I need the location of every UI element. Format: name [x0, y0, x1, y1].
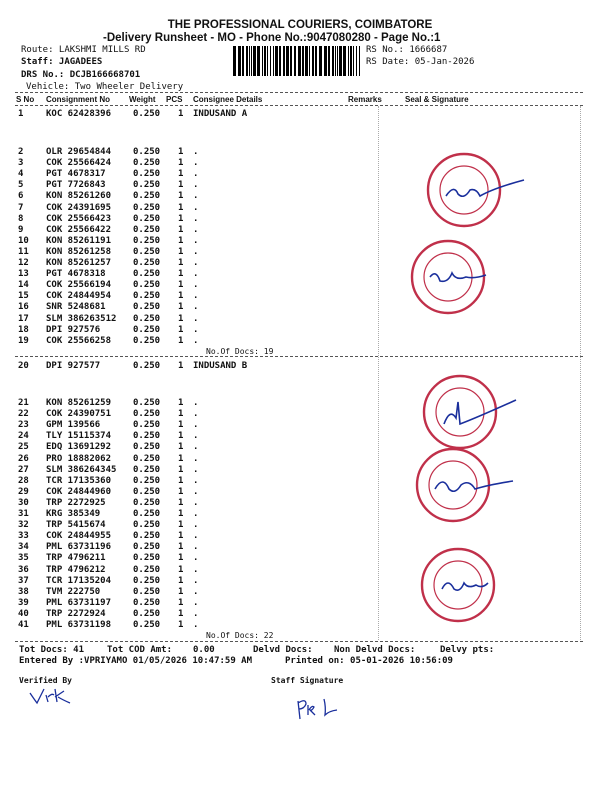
- consignee-cell: .: [193, 420, 199, 431]
- consignment-cell: KOC 62428396: [46, 109, 112, 119]
- sno-cell: 24: [18, 431, 29, 442]
- weight-cell: 0.250: [133, 280, 161, 291]
- consignment-cell: TVM 222750: [46, 586, 101, 597]
- document-title: THE PROFESSIONAL COURIERS, COIMBATORE: [167, 19, 433, 31]
- col-consignment: Consignment No: [46, 95, 110, 104]
- document-subtitle: -Delivery Runsheet - MO - Phone No.:9047080280 - Page No.:1: [103, 32, 441, 44]
- weight-cell: 0.250: [133, 542, 161, 553]
- consignee-cell: .: [193, 246, 199, 257]
- consignee-cell: .: [193, 564, 199, 575]
- col-sno: S No: [16, 95, 35, 104]
- consignee-cell: .: [193, 575, 199, 586]
- consignment-cell: TRP 2272924: [46, 608, 106, 619]
- weight-cell: 0.250: [133, 202, 161, 213]
- sno-cell: 26: [18, 453, 29, 464]
- weight-cell: 0.250: [133, 597, 161, 608]
- footer-rule: [15, 641, 583, 642]
- consignment-cell: PRO 18882062: [46, 453, 112, 464]
- consignment-cell: OLR 29654844: [46, 147, 112, 157]
- sno-cell: 21: [18, 398, 29, 408]
- consignment-cell: KON 85261260: [46, 191, 112, 202]
- sno-cell: 38: [18, 586, 29, 597]
- pcs-cell: 1: [178, 431, 184, 442]
- pcs-cell: 1: [178, 509, 184, 519]
- pcs-cell: 1: [178, 486, 184, 497]
- sno-cell: 32: [18, 520, 29, 531]
- sno-cell: 40: [18, 608, 29, 619]
- sno-cell: 31: [18, 509, 29, 519]
- col-consignee: Consignee Details: [193, 95, 263, 104]
- consignee-name: INDUSAND A: [193, 109, 248, 119]
- consignment-cell: TRP 4796211: [46, 553, 106, 564]
- pcs-cell: 1: [178, 324, 184, 335]
- sno-cell: 37: [18, 575, 29, 586]
- consignee-name: INDUSAND B: [193, 361, 248, 371]
- non-delvd-docs: Non Delvd Docs:: [334, 645, 416, 655]
- delvy-pts: Delvy pts:: [440, 645, 495, 655]
- weight-cell: 0.250: [133, 258, 161, 268]
- sno-cell: 39: [18, 597, 29, 608]
- table-row: [0, 269, 600, 280]
- consignee-cell: .: [193, 486, 199, 497]
- weight-cell: 0.250: [133, 147, 161, 157]
- pcs-cell: 1: [178, 420, 184, 431]
- sno-cell: 3: [18, 158, 24, 169]
- consignee-cell: .: [193, 258, 199, 268]
- sno-cell: 25: [18, 442, 29, 453]
- pcs-cell: 1: [178, 564, 184, 575]
- weight-cell: 0.250: [133, 620, 161, 630]
- weight-cell: 0.250: [133, 409, 161, 420]
- drs-label: DRS No.: DCJB166668701: [21, 70, 141, 80]
- pcs-cell: 1: [178, 531, 184, 542]
- weight-cell: 0.250: [133, 224, 161, 235]
- table-row: [0, 236, 600, 247]
- weight-cell: 0.250: [133, 486, 161, 497]
- consignment-cell: TCR 17135204: [46, 575, 112, 586]
- pcs-cell: 1: [178, 258, 184, 268]
- sno-cell: 28: [18, 475, 29, 486]
- rs-number: RS No.: 1666687: [366, 45, 448, 55]
- sno-cell: 1: [18, 109, 24, 119]
- weight-cell: 0.250: [133, 398, 161, 408]
- consignee-cell: .: [193, 169, 199, 180]
- pcs-cell: 1: [178, 586, 184, 597]
- tot-cod-label: Tot COD Amt:: [107, 645, 173, 655]
- consignee-cell: .: [193, 213, 199, 224]
- pcs-cell: 1: [178, 608, 184, 619]
- seal-stamp: [424, 150, 534, 230]
- docs-count: No.Of Docs: 19: [206, 347, 274, 356]
- weight-cell: 0.250: [133, 302, 161, 313]
- weight-cell: 0.250: [133, 420, 161, 431]
- consignment-cell: PML 63731196: [46, 542, 112, 553]
- consignee-cell: .: [193, 597, 199, 608]
- consignment-cell: PGT 7726843: [46, 180, 106, 191]
- pcs-cell: 1: [178, 224, 184, 235]
- pcs-cell: 1: [178, 542, 184, 553]
- sno-cell: 20: [18, 361, 29, 371]
- weight-cell: 0.250: [133, 180, 161, 191]
- sno-cell: 17: [18, 313, 29, 324]
- pcs-cell: 1: [178, 280, 184, 291]
- col-seal-signature: Seal & Signature: [405, 95, 469, 104]
- pcs-cell: 1: [178, 520, 184, 531]
- weight-cell: 0.250: [133, 564, 161, 575]
- pcs-cell: 1: [178, 398, 184, 408]
- col-weight: Weight: [129, 95, 156, 104]
- weight-cell: 0.250: [133, 191, 161, 202]
- seal-stamp: [408, 237, 508, 317]
- weight-cell: 0.250: [133, 213, 161, 224]
- table-row: [0, 361, 600, 372]
- sno-cell: 33: [18, 531, 29, 542]
- pcs-cell: 1: [178, 442, 184, 453]
- table-row: [0, 302, 600, 313]
- consignee-cell: .: [193, 442, 199, 453]
- consignment-cell: KON 85261259: [46, 398, 112, 408]
- table-row: [0, 247, 600, 258]
- pcs-cell: 1: [178, 464, 184, 475]
- delvd-docs: Delvd Docs:: [253, 645, 313, 655]
- consignee-cell: .: [193, 180, 199, 191]
- rs-date: RS Date: 05-Jan-2026: [366, 57, 475, 67]
- consignment-cell: COK 25566423: [46, 213, 112, 224]
- consignment-cell: TRP 5415674: [46, 520, 106, 531]
- entered-by: Entered By :VPRIYAMO 01/05/2026 10:47:59 AM: [19, 656, 252, 666]
- table-row: [0, 531, 600, 542]
- sno-cell: 2: [18, 147, 24, 157]
- consignee-cell: .: [193, 409, 199, 420]
- sno-cell: 27: [18, 464, 29, 475]
- staff-signature-label: Staff Signature: [271, 676, 344, 685]
- group-separator: [15, 356, 583, 357]
- pcs-cell: 1: [178, 497, 184, 508]
- route-label: Route: LAKSHMI MILLS RD: [21, 45, 146, 55]
- sno-cell: 10: [18, 235, 29, 246]
- weight-cell: 0.250: [133, 608, 161, 619]
- consignment-cell: COK 24844955: [46, 531, 112, 542]
- staff-label: Staff: JAGADEES: [21, 57, 103, 67]
- weight-cell: 0.250: [133, 431, 161, 442]
- consignee-cell: .: [193, 313, 199, 324]
- consignee-cell: .: [193, 475, 199, 486]
- docs-count: No.Of Docs: 22: [206, 631, 274, 640]
- sno-cell: 4: [18, 169, 24, 180]
- seal-stamp: [418, 545, 518, 630]
- weight-cell: 0.250: [133, 269, 161, 280]
- weight-cell: 0.250: [133, 291, 161, 302]
- weight-cell: 0.250: [133, 313, 161, 324]
- consignment-cell: COK 25566194: [46, 280, 112, 291]
- weight-cell: 0.250: [133, 531, 161, 542]
- consignee-cell: .: [193, 280, 199, 291]
- sno-cell: 30: [18, 497, 29, 508]
- pcs-cell: 1: [178, 620, 184, 630]
- weight-cell: 0.250: [133, 246, 161, 257]
- consignment-cell: TRP 4796212: [46, 564, 106, 575]
- pcs-cell: 1: [178, 158, 184, 169]
- printed-on: Printed on: 05-01-2026 10:56:09: [285, 656, 453, 666]
- consignee-cell: .: [193, 147, 199, 157]
- pcs-cell: 1: [178, 475, 184, 486]
- pcs-cell: 1: [178, 553, 184, 564]
- weight-cell: 0.250: [133, 586, 161, 597]
- consignee-cell: .: [193, 509, 199, 519]
- consignment-cell: SLM 386263512: [46, 313, 117, 324]
- weight-cell: 0.250: [133, 453, 161, 464]
- sno-cell: 13: [18, 269, 29, 280]
- consignment-cell: TRP 2272925: [46, 497, 106, 508]
- weight-cell: 0.250: [133, 520, 161, 531]
- table-row: [0, 258, 600, 269]
- sno-cell: 34: [18, 542, 29, 553]
- sno-cell: 35: [18, 553, 29, 564]
- consignee-cell: .: [193, 453, 199, 464]
- pcs-cell: 1: [178, 335, 184, 346]
- consignment-cell: COK 25566424: [46, 158, 112, 169]
- weight-cell: 0.250: [133, 575, 161, 586]
- consignment-cell: SLM 386264345: [46, 464, 117, 475]
- pcs-cell: 1: [178, 302, 184, 313]
- consignee-cell: .: [193, 431, 199, 442]
- sno-cell: 29: [18, 486, 29, 497]
- consignee-cell: .: [193, 464, 199, 475]
- consignment-cell: KRG 385349: [46, 509, 101, 519]
- table-row: [0, 291, 600, 302]
- consignee-cell: .: [193, 531, 199, 542]
- consignee-cell: .: [193, 324, 199, 335]
- consignment-cell: KON 85261191: [46, 235, 112, 246]
- consignment-cell: COK 24391695: [46, 202, 112, 213]
- table-row: [0, 336, 600, 347]
- sno-cell: 22: [18, 409, 29, 420]
- pcs-cell: 1: [178, 291, 184, 302]
- weight-cell: 0.250: [133, 464, 161, 475]
- consignment-cell: TCR 17135360: [46, 475, 112, 486]
- consignment-cell: COK 25566422: [46, 224, 112, 235]
- consignment-cell: KON 85261257: [46, 258, 112, 268]
- weight-cell: 0.250: [133, 475, 161, 486]
- pcs-cell: 1: [178, 313, 184, 324]
- sno-cell: 11: [18, 246, 29, 257]
- col-pcs: PCS: [166, 95, 183, 104]
- consignee-cell: .: [193, 586, 199, 597]
- consignee-cell: .: [193, 224, 199, 235]
- sno-cell: 7: [18, 202, 24, 213]
- header-rule-bottom: [15, 105, 583, 106]
- seal-stamp: [413, 445, 523, 530]
- consignment-cell: PGT 4678318: [46, 269, 106, 280]
- verified-signature: [28, 685, 78, 710]
- pcs-cell: 1: [178, 269, 184, 280]
- pcs-cell: 1: [178, 213, 184, 224]
- consignee-cell: .: [193, 191, 199, 202]
- table-row: [0, 109, 600, 120]
- sno-cell: 12: [18, 258, 29, 268]
- sno-cell: 16: [18, 302, 29, 313]
- consignee-cell: .: [193, 497, 199, 508]
- sno-cell: 15: [18, 291, 29, 302]
- weight-cell: 0.250: [133, 169, 161, 180]
- sno-cell: 8: [18, 213, 24, 224]
- consignee-cell: .: [193, 291, 199, 302]
- consignment-cell: TLY 15115374: [46, 431, 112, 442]
- consignee-cell: .: [193, 553, 199, 564]
- table-row: [0, 325, 600, 336]
- pcs-cell: 1: [178, 453, 184, 464]
- vehicle-label: Vehicle: Two Wheeler Delivery: [26, 82, 184, 92]
- consignment-cell: EDQ 13691292: [46, 442, 112, 453]
- consignment-cell: COK 25566258: [46, 335, 112, 346]
- pcs-cell: 1: [178, 235, 184, 246]
- sno-cell: 19: [18, 335, 29, 346]
- consignment-cell: PML 63731198: [46, 620, 112, 630]
- consignment-cell: COK 24844954: [46, 291, 112, 302]
- weight-cell: 0.250: [133, 361, 161, 371]
- pcs-cell: 1: [178, 180, 184, 191]
- consignment-cell: DPI 927576: [46, 324, 101, 335]
- consignment-cell: COK 24844960: [46, 486, 112, 497]
- tot-docs: Tot Docs: 41: [19, 645, 85, 655]
- table-row: [0, 280, 600, 291]
- consignee-cell: .: [193, 269, 199, 280]
- sno-cell: 36: [18, 564, 29, 575]
- weight-cell: 0.250: [133, 553, 161, 564]
- pcs-cell: 1: [178, 147, 184, 157]
- col-remarks: Remarks: [348, 95, 382, 104]
- consignment-cell: DPI 927577: [46, 361, 101, 371]
- weight-cell: 0.250: [133, 509, 161, 519]
- consignee-cell: .: [193, 520, 199, 531]
- consignee-cell: .: [193, 335, 199, 346]
- sno-cell: 9: [18, 224, 24, 235]
- consignment-cell: GPM 139566: [46, 420, 101, 431]
- weight-cell: 0.250: [133, 324, 161, 335]
- consignee-cell: .: [193, 158, 199, 169]
- consignee-cell: .: [193, 302, 199, 313]
- consignment-cell: PGT 4678317: [46, 169, 106, 180]
- sno-cell: 23: [18, 420, 29, 431]
- sno-cell: 41: [18, 620, 29, 630]
- table-row: [0, 314, 600, 325]
- barcode: [233, 46, 363, 76]
- consignee-cell: .: [193, 235, 199, 246]
- pcs-cell: 1: [178, 409, 184, 420]
- pcs-cell: 1: [178, 361, 184, 371]
- consignment-cell: PML 63731197: [46, 597, 112, 608]
- pcs-cell: 1: [178, 246, 184, 257]
- consignment-cell: SNR 5248681: [46, 302, 106, 313]
- consignment-cell: KON 85261258: [46, 246, 112, 257]
- pcs-cell: 1: [178, 169, 184, 180]
- weight-cell: 0.250: [133, 235, 161, 246]
- consignment-cell: COK 24390751: [46, 409, 112, 420]
- pcs-cell: 1: [178, 202, 184, 213]
- pcs-cell: 1: [178, 597, 184, 608]
- sno-cell: 14: [18, 280, 29, 291]
- consignee-cell: .: [193, 608, 199, 619]
- pcs-cell: 1: [178, 191, 184, 202]
- pcs-cell: 1: [178, 575, 184, 586]
- header-rule-top: [15, 92, 583, 93]
- tot-cod-amount: 0.00: [193, 645, 215, 655]
- consignee-cell: .: [193, 620, 199, 630]
- weight-cell: 0.250: [133, 335, 161, 346]
- consignee-cell: .: [193, 202, 199, 213]
- consignee-cell: .: [193, 542, 199, 553]
- consignee-cell: .: [193, 398, 199, 408]
- verified-by-label: Verified By: [19, 676, 72, 685]
- weight-cell: 0.250: [133, 109, 161, 119]
- staff-signature: [292, 693, 352, 725]
- sno-cell: 18: [18, 324, 29, 335]
- weight-cell: 0.250: [133, 442, 161, 453]
- weight-cell: 0.250: [133, 497, 161, 508]
- sno-cell: 5: [18, 180, 24, 191]
- pcs-cell: 1: [178, 109, 184, 119]
- sno-cell: 6: [18, 191, 24, 202]
- weight-cell: 0.250: [133, 158, 161, 169]
